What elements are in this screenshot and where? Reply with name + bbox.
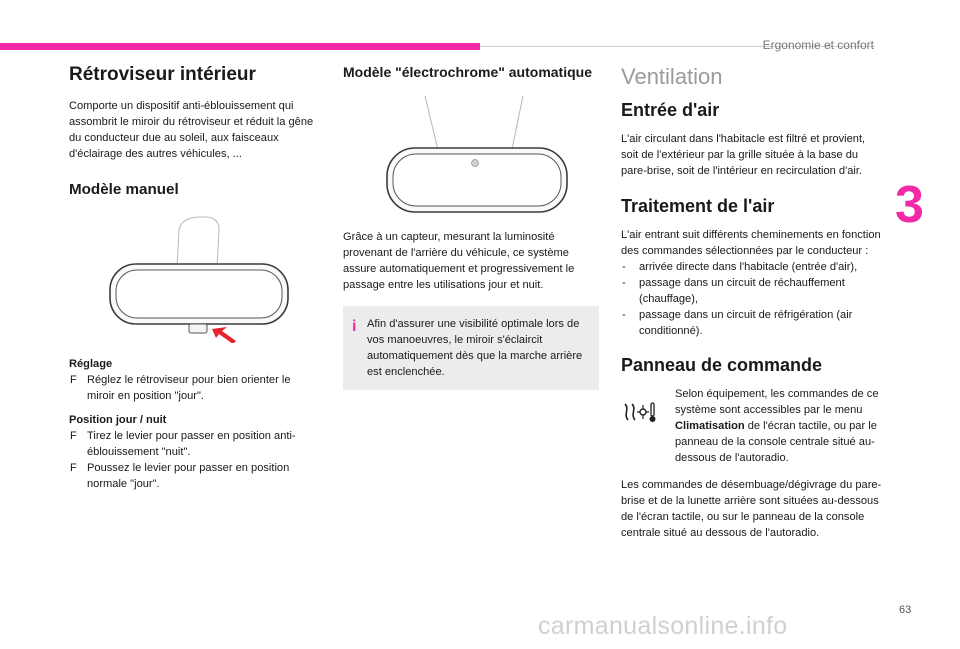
control-panel-title: Panneau de commande bbox=[621, 355, 823, 375]
reglage-list bbox=[69, 372, 321, 404]
electrochrome-mirror-illustration bbox=[343, 88, 599, 218]
list-item: - passage dans un circuit de réchauffement (chauffage), bbox=[622, 277, 845, 305]
interior-mirror-title: Rétroviseur intérieur bbox=[69, 64, 256, 85]
reglage-title: Réglage bbox=[69, 358, 113, 370]
manual-model-title: Modèle manuel bbox=[69, 181, 179, 198]
control-panel-text: Selon équipement, les commandes de ce système sont accessibles par le menu Climatisation de l'écran tactile, ou par le panneau de la console centrale situé au-dessous de l'autoradio. bbox=[675, 388, 879, 464]
column-interior-mirror bbox=[69, 64, 321, 492]
column-electrochrome bbox=[343, 64, 599, 390]
list-item: F Poussez le levier pour passer en position normale "jour". bbox=[70, 462, 290, 490]
air-inlet-title: Entrée d'air bbox=[621, 100, 720, 120]
climate-icon bbox=[621, 386, 675, 429]
list-item: - arrivée directe dans l'habitacle (entrée d'air), bbox=[622, 261, 858, 273]
page-number: 63 bbox=[899, 604, 912, 616]
column-ventilation bbox=[621, 64, 883, 541]
ventilation-title: Ventilation bbox=[621, 64, 723, 89]
bullet-icon: F bbox=[70, 374, 77, 386]
control-panel-block bbox=[621, 386, 883, 466]
bullet-icon: F bbox=[70, 462, 77, 474]
position-list bbox=[69, 428, 321, 492]
info-text: Afin d'assurer une visibilité optimale lors de vos manoeuvres, le miroir s'éclaircit automatiquement dès que la marche arrière est enclenchée. bbox=[367, 318, 583, 378]
defrost-text: Les commandes de désembuage/dégivrage du pare-brise et de la lunette arrière sont situées au-dessous de l'écran tactile, ou sur le panneau de la console centrale situé au dessous de l'autoradio. bbox=[621, 479, 882, 539]
watermark: carmanualsonline.info bbox=[538, 612, 788, 640]
info-icon: i bbox=[352, 318, 357, 335]
air-treatment-text: L'air entrant suit différents cheminements en fonction des commandes sélectionnées par le conducteur : bbox=[621, 229, 881, 257]
manual-mirror-illustration bbox=[69, 208, 321, 343]
air-treatment-list bbox=[621, 259, 883, 339]
list-item: F Réglez le rétroviseur pour bien orienter le miroir en position "jour". bbox=[70, 374, 291, 402]
position-title: Position jour / nuit bbox=[69, 414, 167, 426]
air-treatment-title: Traitement de l'air bbox=[621, 196, 775, 216]
electrochrome-title: Modèle "électrochrome" automatique bbox=[343, 64, 592, 80]
bullet-icon: F bbox=[70, 430, 77, 442]
header-accent-bar bbox=[0, 43, 480, 50]
air-inlet-text: L'air circulant dans l'habitacle est filtré et provient, soit de l'extérieur par la grille située à la base du pare-brise, soit de l'intérieur en recirculation d'air. bbox=[621, 133, 866, 177]
electrochrome-text: Grâce à un capteur, mesurant la luminosité provenant de l'arrière du véhicule, ce système assure automatiquement et progressivement le passage entre les utilisations jour et nuit. bbox=[343, 231, 575, 291]
list-item: - passage dans un circuit de réfrigération (air conditionné). bbox=[622, 309, 853, 337]
interior-mirror-intro: Comporte un dispositif anti-éblouissement qui assombrit le miroir du rétroviseur et réduit la gêne du conducteur due au soleil, aux faisceaux d'éclairage des autres véhicules, ... bbox=[69, 100, 314, 160]
list-item: F Tirez le levier pour passer en position anti-éblouissement "nuit". bbox=[70, 430, 296, 458]
info-box bbox=[343, 306, 599, 390]
chapter-number: 3 bbox=[895, 176, 924, 234]
section-title: Ergonomie et confort bbox=[762, 38, 874, 52]
